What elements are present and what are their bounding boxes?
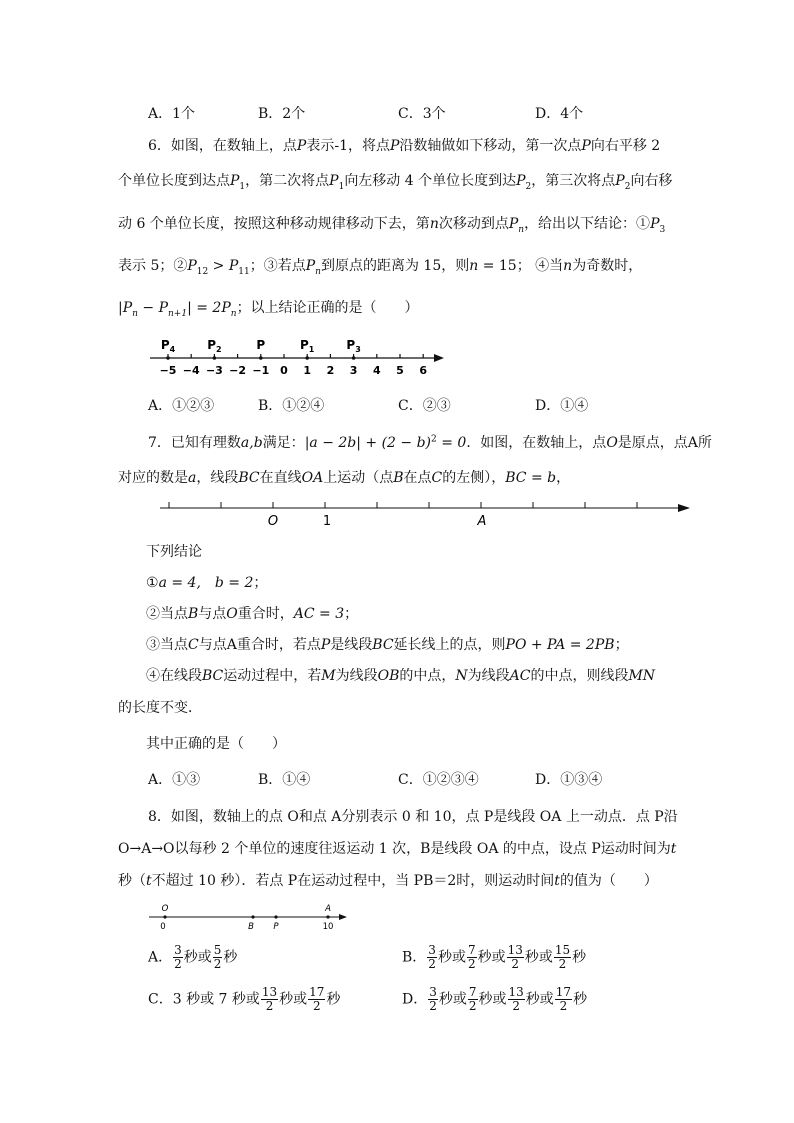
q6-line-5 (118, 297, 419, 319)
fraction (508, 986, 525, 1013)
option-letter: D． (535, 398, 561, 414)
denominator: 2 (174, 957, 182, 971)
text: ① (146, 575, 159, 591)
numerator: 3 (429, 985, 437, 999)
text: 与点A重合时，若点 (198, 637, 321, 653)
label-10: 10 (322, 922, 334, 932)
var: O (226, 606, 238, 622)
label-p: P (273, 922, 279, 932)
text: 的左侧）， (442, 470, 506, 486)
text: 不超过 10 秒）．若点 P在运动过程中，当 PB＝2时，则运动时间 (151, 873, 555, 889)
q7-line-1 (148, 432, 712, 452)
point-dot (213, 356, 217, 360)
point-b (251, 915, 254, 918)
text: 的中点，则线段 (530, 668, 629, 684)
q6-number-line-figure (140, 334, 460, 380)
sub: 1 (239, 181, 246, 192)
text: ，第二次将点 (245, 173, 330, 189)
q7-line-2 (118, 467, 570, 487)
q7-conclusion-4-line-2: 的长度不变． (118, 700, 202, 716)
option-text: 3 秒或 7 秒或 (172, 991, 260, 1008)
var: a,b (240, 435, 263, 451)
option-text: 2个 (282, 106, 306, 122)
var: OB (377, 668, 400, 684)
denominator: 2 (511, 957, 520, 971)
denominator: 2 (559, 999, 568, 1013)
text: 沿数轴做如下移动，第一次点 (399, 138, 582, 154)
text: 是线段 (330, 637, 373, 653)
option-letter: D． (535, 772, 561, 788)
q5-option-b[interactable] (258, 103, 305, 123)
tick-label: 3 (349, 364, 358, 377)
text: ；③若点 (249, 258, 306, 274)
unit-text: 秒 (326, 991, 341, 1008)
denominator: 2 (213, 957, 222, 971)
tick-label: −1 (252, 364, 270, 377)
text: 运动过程中，若 (223, 668, 322, 684)
option-letter: A． (148, 949, 173, 966)
text: 的值为（ ） (559, 873, 658, 889)
var: P (187, 258, 197, 274)
unit-text: 秒 (525, 991, 540, 1008)
text: 向右移 (630, 173, 673, 189)
option-text: 1个 (172, 106, 196, 122)
denominator: 2 (265, 999, 274, 1013)
var: n (563, 258, 573, 274)
point-label: P (256, 338, 266, 352)
tick-label: 1 (303, 364, 312, 377)
var: t (554, 873, 560, 889)
option-text: ①②④ (282, 398, 325, 414)
numerator: 13 (508, 985, 524, 999)
q6-option-a[interactable] (148, 395, 214, 415)
sub: n (518, 224, 525, 235)
option-letter: B． (258, 398, 283, 414)
q7-conclusion-1 (146, 572, 267, 592)
text: ，第三次将点 (531, 173, 616, 189)
tick-marks (169, 502, 637, 508)
var: P (508, 216, 519, 232)
q7-conclusion-4-line-1 (146, 665, 655, 685)
var: P (296, 138, 307, 154)
var: P (389, 138, 400, 154)
option-text: ①③ (172, 772, 201, 788)
fraction (308, 986, 325, 1013)
text: 在直线 (259, 470, 302, 486)
denominator: 2 (558, 957, 567, 971)
fraction (173, 944, 183, 971)
option-text: ②③ (422, 398, 451, 414)
question-number: 7． (148, 435, 171, 451)
var: N (455, 668, 468, 684)
q7-option-d[interactable] (535, 769, 602, 789)
text: 表示-1，将点 (306, 138, 390, 154)
var: M (321, 668, 336, 684)
label-0: 0 (160, 922, 166, 932)
tick-label: 4 (372, 364, 381, 377)
math: AC = 3 (293, 606, 345, 622)
numerator: 13 (507, 943, 523, 957)
q8-number-line-figure (145, 900, 355, 936)
text: 的中点， (399, 668, 456, 684)
var: P (516, 173, 526, 189)
label-o: O (267, 514, 279, 529)
fraction (428, 986, 438, 1013)
math: BC = b (505, 470, 557, 486)
q5-option-a[interactable] (148, 103, 195, 123)
q7-conclusion-2 (146, 603, 358, 623)
axis-arrow (434, 354, 444, 362)
unit-text: 秒 (183, 949, 198, 966)
unit-text: 秒 (478, 991, 493, 1008)
var: B (188, 606, 199, 622)
option-letter: B． (258, 106, 283, 122)
sub: n (230, 308, 237, 319)
point-label: $P_2$ (207, 338, 222, 354)
var: P (615, 173, 625, 189)
option-text: ①②③④ (422, 772, 479, 788)
tick-label: −2 (229, 364, 247, 377)
option-letter: A． (148, 772, 173, 788)
text: ； (253, 575, 268, 591)
var: O (606, 435, 618, 451)
numerator: 7 (467, 943, 476, 957)
var: n (469, 258, 479, 274)
label-1: 1 (322, 514, 332, 529)
or-text: 或 (538, 949, 553, 966)
q6-line-3 (118, 213, 665, 235)
math: PO + PA = 2PB (505, 637, 615, 653)
option-letter: D． (535, 106, 561, 122)
label-a: A (477, 514, 487, 529)
unit-text: 秒 (573, 991, 588, 1008)
text: > (208, 258, 229, 274)
text: 为奇数时， (572, 258, 643, 274)
math: − P (137, 300, 168, 316)
text: 为线段 (335, 668, 378, 684)
question-number: 8． (148, 809, 171, 825)
option-letter: D． (402, 991, 428, 1008)
q6-line-2 (118, 170, 672, 192)
tick-label: 5 (396, 364, 404, 377)
label-a: A (325, 904, 331, 914)
or-text: 或 (492, 991, 507, 1008)
denominator: 2 (312, 999, 321, 1013)
text: 次移动到点 (438, 216, 509, 232)
var: n (429, 216, 439, 232)
or-text: 或 (197, 949, 212, 966)
text: ③当点 (146, 637, 188, 653)
q7-conclusion-3 (146, 634, 629, 654)
or-text: 或 (451, 949, 466, 966)
option-letter: C． (398, 106, 423, 122)
text: 在点 (403, 470, 432, 486)
unit-text: 秒 (477, 949, 492, 966)
var: C (431, 470, 443, 486)
q8-option-b[interactable] (402, 944, 586, 971)
text: ； (614, 637, 629, 653)
text: 动 6 个单位长度，按照这种移动规律移动下去，第 (118, 216, 430, 232)
q5-option-d[interactable] (535, 103, 583, 123)
denominator: 2 (468, 999, 477, 1013)
numerator: 7 (468, 985, 477, 999)
var: MN (628, 668, 656, 684)
var: AC (509, 668, 531, 684)
text: ②当点 (146, 606, 188, 622)
text: 上运动（点 (323, 470, 394, 486)
question-number: 6． (148, 138, 171, 154)
option-letter: C． (398, 398, 423, 414)
unit-text: 秒 (223, 949, 238, 966)
text: 是原点，点A所 (617, 435, 712, 451)
unit-text: 秒 (438, 991, 453, 1008)
q8-option-c[interactable] (148, 986, 340, 1013)
text: 到原点的距离为 15，则 (320, 258, 470, 274)
sub: n (132, 308, 138, 319)
q7-number-line-figure (150, 496, 700, 532)
text: 满足： (262, 435, 305, 451)
option-letter: C． (398, 772, 423, 788)
fraction (261, 986, 278, 1013)
var: P (650, 216, 660, 232)
option-text: 4个 (560, 106, 584, 122)
q6-line-1 (148, 135, 660, 155)
var: C (188, 637, 199, 653)
text: ， (556, 470, 571, 486)
numerator: 17 (309, 985, 325, 999)
text: 已知有理数 (170, 435, 241, 451)
numerator: 13 (261, 985, 278, 999)
text: 如图，数轴上的点 O和点 A分别表示 0 和 10，点 P是线段 OA 上一动点．点 P沿 (170, 809, 678, 825)
q7-ask: 其中正确的是（ ） (146, 736, 286, 752)
var: B (393, 470, 404, 486)
point-label: $P_3$ (346, 338, 361, 354)
q8-option-d[interactable] (402, 986, 587, 1013)
text: ；以上结论正确的是（ ） (236, 300, 419, 316)
text: ； ④当 (516, 258, 564, 274)
option-letter: C． (148, 991, 173, 1008)
option-letter: B． (258, 772, 283, 788)
unit-text: 秒 (572, 949, 587, 966)
tick-label: 6 (419, 364, 428, 377)
q7-intro: 下列结论 (146, 544, 202, 560)
text: 如图，在数轴上，点 (170, 138, 297, 154)
or-text: 或 (491, 949, 506, 966)
text: O→A→O以每秒 2 个单位的速度往返运动 1 次，B是线段 OA 的中点，设点 P运动时间为 (118, 841, 671, 857)
var: BC (372, 637, 394, 653)
unit-text: 秒 (437, 949, 452, 966)
or-text: 或 (539, 991, 554, 1008)
q6-option-b[interactable] (258, 395, 324, 415)
axis-arrow (339, 914, 347, 920)
unit-text: 秒 (279, 991, 294, 1008)
point-p (274, 915, 277, 918)
sub: 3 (659, 224, 666, 235)
q7-option-b[interactable] (258, 769, 310, 789)
sub: 11 (238, 266, 250, 277)
q8-line-3 (118, 870, 658, 890)
text: 为线段 (467, 668, 510, 684)
or-text: 或 (452, 991, 467, 1008)
q5-option-c[interactable] (398, 103, 446, 123)
text: 对应的数是 (118, 470, 188, 486)
fraction (554, 944, 571, 971)
sub: 12 (196, 266, 209, 277)
tick-label: −3 (205, 364, 223, 377)
var: P (230, 173, 240, 189)
math: |P (118, 300, 133, 316)
point-o (163, 915, 166, 918)
tick-label: −5 (159, 364, 177, 377)
text: ．如图，在数轴上，点 (466, 435, 607, 451)
fraction (427, 944, 437, 971)
sub: n (315, 266, 321, 277)
math: |a − 2b| + (2 − b) (304, 435, 432, 451)
fraction (213, 944, 223, 971)
option-letter: A． (148, 106, 173, 122)
numerator: 17 (555, 985, 572, 999)
text: 向左移动 4 个单位长度到达 (344, 173, 517, 189)
var: t (670, 841, 677, 857)
numerator: 15 (554, 943, 571, 957)
tick-label: 2 (326, 364, 335, 377)
q8-line-1 (148, 806, 678, 826)
numerator: 3 (428, 943, 436, 957)
option-text: ①③④ (560, 772, 603, 788)
var: OA (301, 470, 324, 486)
text: ，给出以下结论：① (524, 216, 651, 232)
option-text: 3个 (422, 106, 446, 122)
denominator: 2 (467, 957, 476, 971)
axis-arrow (678, 504, 690, 512)
point-a (326, 915, 329, 918)
q6-option-c[interactable] (398, 395, 451, 415)
var: P (581, 138, 591, 154)
var: BC (238, 470, 260, 486)
text: 个单位长度到达点 (118, 173, 230, 189)
text: 延长线上的点，则 (393, 637, 506, 653)
text: ④在线段 (146, 668, 202, 684)
label-b: B (248, 922, 254, 932)
unit-text: 秒 (524, 949, 539, 966)
point-dot (352, 356, 356, 360)
text: = 15 (478, 258, 517, 274)
denominator: 2 (512, 999, 520, 1013)
text: 秒（ (118, 873, 146, 889)
var: a (188, 470, 197, 486)
text: 重合时， (237, 606, 294, 622)
sub: n+1 (168, 308, 188, 319)
math: = 0 (436, 435, 467, 451)
q8-line-2 (118, 838, 676, 858)
fraction (468, 986, 478, 1013)
sub: 2 (525, 181, 532, 192)
text: 与点 (198, 606, 227, 622)
option-letter: A． (148, 398, 173, 414)
point-label: $P_4$ (160, 338, 176, 354)
q6-line-4 (118, 255, 642, 277)
option-text: ①②③ (172, 398, 215, 414)
q8-option-a[interactable] (148, 944, 237, 971)
option-text: ①④ (282, 772, 311, 788)
tick-label: 0 (280, 364, 288, 377)
point-dot (166, 356, 170, 360)
text: 向右平移 2 (590, 138, 661, 154)
text: ，线段 (196, 470, 239, 486)
math: | = 2P (187, 300, 231, 316)
tick-label: −4 (182, 364, 200, 377)
math: a = 4, b = 2 (158, 575, 254, 591)
q6-option-d[interactable] (535, 395, 588, 415)
var: P (329, 173, 339, 189)
fraction (467, 944, 477, 971)
point-dot (305, 356, 309, 360)
denominator: 2 (428, 957, 436, 971)
var: BC (202, 668, 224, 684)
sup: 2 (431, 434, 437, 445)
var: P (320, 637, 331, 653)
var: t (146, 873, 152, 889)
text: ； (344, 606, 359, 622)
numerator: 5 (213, 943, 222, 957)
q7-option-c[interactable] (398, 769, 479, 789)
fraction (555, 986, 572, 1013)
var: P (305, 258, 316, 274)
text: 表示 5；② (118, 258, 188, 274)
option-letter: B． (402, 949, 427, 966)
sub: 1 (338, 181, 345, 192)
point-label: $P_1$ (300, 338, 315, 354)
point-dot (259, 356, 263, 360)
var: P (228, 258, 239, 274)
fraction (507, 944, 524, 971)
denominator: 2 (429, 999, 437, 1013)
sub: 2 (624, 181, 631, 192)
option-text: ①④ (560, 398, 589, 414)
numerator: 3 (174, 943, 182, 957)
or-text: 或 (293, 991, 308, 1008)
label-o: O (161, 904, 169, 914)
q7-option-a[interactable] (148, 769, 200, 789)
